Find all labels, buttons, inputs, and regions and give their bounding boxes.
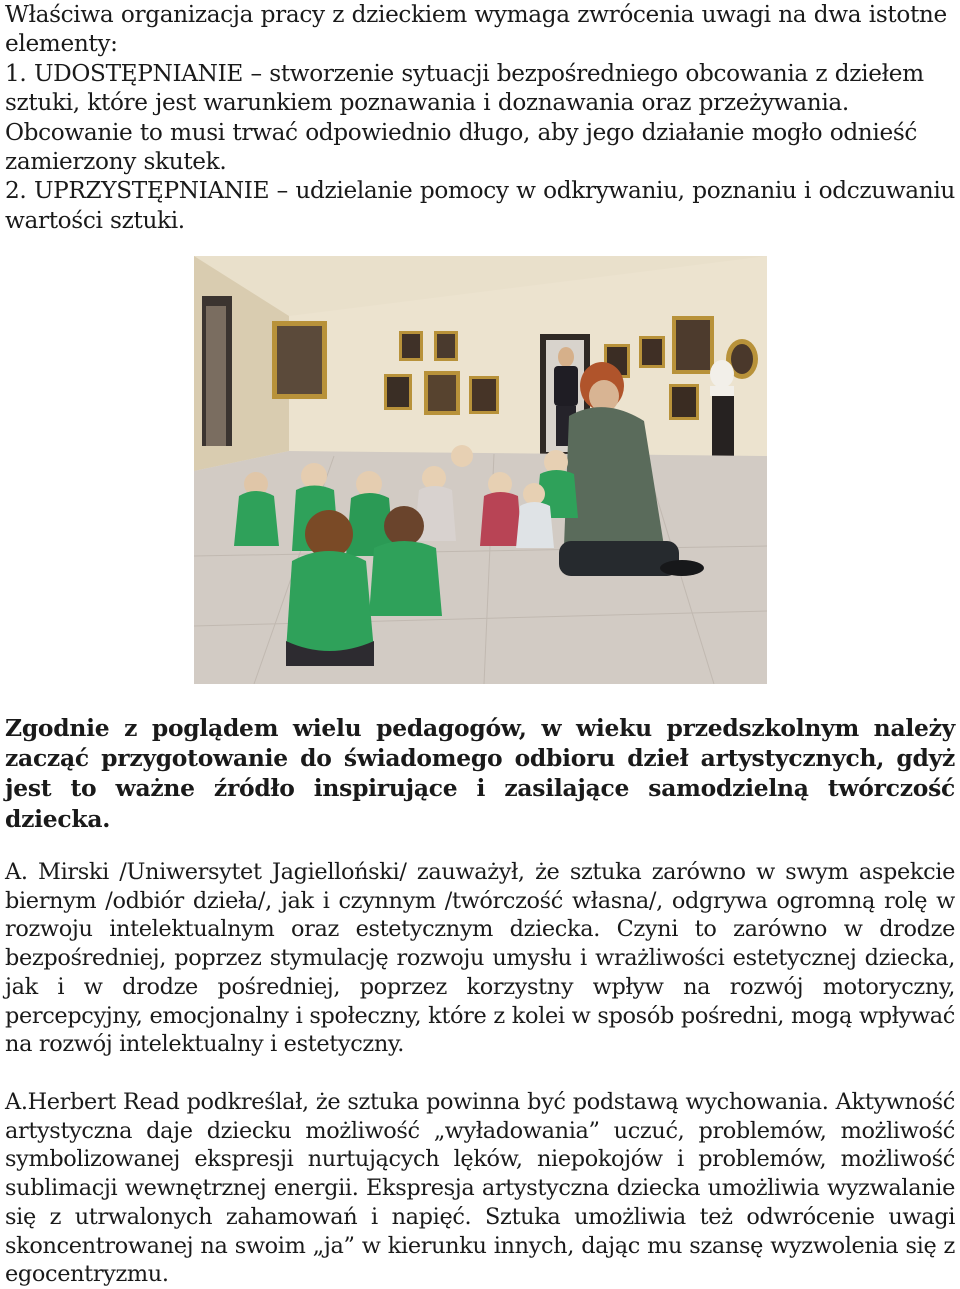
museum-photo-illustration [194, 256, 767, 684]
document-page [5, 0, 955, 1288]
intro-section [5, 0, 955, 235]
intro-item-1: 1. UDOSTĘPNIANIE – stworzenie sytuacji bezpośredniego obcowania z dziełem sztuki, które jest warunkiem poznawania i doznawania oraz przeżywania. Obcowanie to musi trwać odpowiednio długo, aby jego działanie mogło odnieść zamierzony skutek. [5, 59, 924, 176]
intro-item-2: 2. UPRZYSTĘPNIANIE – udzielanie pomocy w odkrywaniu, poznaniu i odczuwaniu wartości sztuki. [5, 177, 955, 234]
museum-photo [194, 256, 767, 684]
highlight-statement: Zgodnie z poglądem wielu pedagogów, w wieku przedszkolnym należy zacząć przygotowanie do świadomego odbioru dzieł artystycznych, gdyż jest to ważne źródło inspirujące i zasilające samodzielną twórczość dziecka. [5, 714, 955, 833]
intro-lead: Właściwa organizacja pracy z dzieckiem wymaga zwrócenia uwagi na dwa istotne elementy: [5, 1, 947, 58]
paragraph-mirski: A. Mirski /Uniwersytet Jagielloński/ zauważył, że sztuka zarówno w swym aspekcie biernym /odbiór dzieła/, jak i czynnym /twórczość własna/, odgrywa ogromną rolę w rozwoju intelektualnym oraz estetycznym dziecka. Czyni to zarówno w drodze bezpośredniej, poprzez stymulację rozwoju umysłu i wrażliwości estetycznej dziecka, jak i w drodze pośredniej, poprzez korzystny wpływ na rozwój motoryczny, percepcyjny, emocjonalny i społeczny, które z kolei w sposób pośredni, mogą wpływać na rozwój intelektualny i estetyczny. [5, 859, 955, 1058]
paragraph-read: A.Herbert Read podkreślał, że sztuka powinna być podstawą wychowania. Aktywność artystyczna daje dziecku możliwość „wyładowania” uczuć, problemów, możliwość symbolizowanej ekspresji nurtujących lęków, niepokojów i problemów, możliwość sublimacji wewnętrznej energii. Ekspresja artystyczna dziecka umożliwia wyzwalanie się z utrwalonych zahamowań i napięć. Sztuka umożliwia też odwrócenie uwagi skoncentrowanej na swoim „ja” w kierunku innych, dając mu szansę wyzwolenia się z egocentryzmu. [5, 1089, 955, 1288]
